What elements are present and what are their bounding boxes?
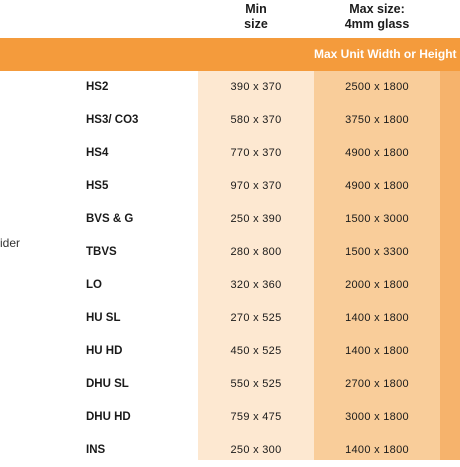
max-size-value: 3000 x 1800 <box>345 411 409 423</box>
max-size-value: 2500 x 1800 <box>345 81 409 93</box>
product-code: HU HD <box>86 345 123 357</box>
min-size-value: 970 x 370 <box>230 180 282 192</box>
min-size-value: 450 x 525 <box>230 345 282 357</box>
min-size-value: 390 x 370 <box>230 81 282 93</box>
max-size-header-line2: 4mm glass <box>344 17 410 31</box>
max-size-value: 1400 x 1800 <box>345 444 409 456</box>
product-code: LO <box>86 279 102 291</box>
product-code: TBVS <box>86 246 117 258</box>
max-size-value: 1500 x 3000 <box>345 213 409 225</box>
product-code: HU SL <box>86 312 121 324</box>
table-row <box>0 104 460 137</box>
table-row <box>0 137 460 170</box>
min-size-header-line1: Min <box>245 2 267 16</box>
max-size-value: 2000 x 1800 <box>345 279 409 291</box>
table-row <box>0 170 460 203</box>
side-label: ider <box>0 236 21 250</box>
min-size-header-line2: size <box>244 17 268 31</box>
min-size-value: 250 x 390 <box>230 213 282 225</box>
min-size-value: 320 x 360 <box>230 279 282 291</box>
max-size-value: 2700 x 1800 <box>345 378 409 390</box>
min-size-value: 550 x 525 <box>230 378 282 390</box>
max-size-value: 4900 x 1800 <box>345 180 409 192</box>
table-row <box>0 368 460 401</box>
product-code: HS3/ CO3 <box>86 114 139 126</box>
max-size-value: 3750 x 1800 <box>345 114 409 126</box>
table-row <box>0 401 460 434</box>
max-size-value: 1400 x 1800 <box>345 345 409 357</box>
table-row <box>0 203 460 236</box>
product-code: HS5 <box>86 180 109 192</box>
product-code: BVS & G <box>86 213 134 225</box>
max-size-header <box>314 2 440 32</box>
max-size-header-line1: Max size: <box>349 2 405 16</box>
product-code: DHU SL <box>86 378 129 390</box>
table-row <box>0 71 460 104</box>
max-size-value: 1500 x 3300 <box>345 246 409 258</box>
min-size-header <box>198 2 314 32</box>
min-size-value: 580 x 370 <box>230 114 282 126</box>
min-size-value: 770 x 370 <box>230 147 282 159</box>
min-size-value: 759 x 475 <box>230 411 282 423</box>
table-row <box>0 236 460 269</box>
table-row <box>0 269 460 302</box>
product-code: HS4 <box>86 147 109 159</box>
banner-bar <box>0 38 460 71</box>
product-code: INS <box>86 444 106 456</box>
table-row <box>0 434 460 467</box>
banner-text: Max Unit Width or Height <box>314 47 457 61</box>
product-code: DHU HD <box>86 411 131 423</box>
max-size-value: 1400 x 1800 <box>345 312 409 324</box>
min-size-value: 280 x 800 <box>230 246 282 258</box>
min-size-value: 250 x 300 <box>230 444 282 456</box>
product-code: HS2 <box>86 81 109 93</box>
table-row <box>0 302 460 335</box>
table-row <box>0 335 460 368</box>
max-size-value: 4900 x 1800 <box>345 147 409 159</box>
min-size-value: 270 x 525 <box>230 312 282 324</box>
